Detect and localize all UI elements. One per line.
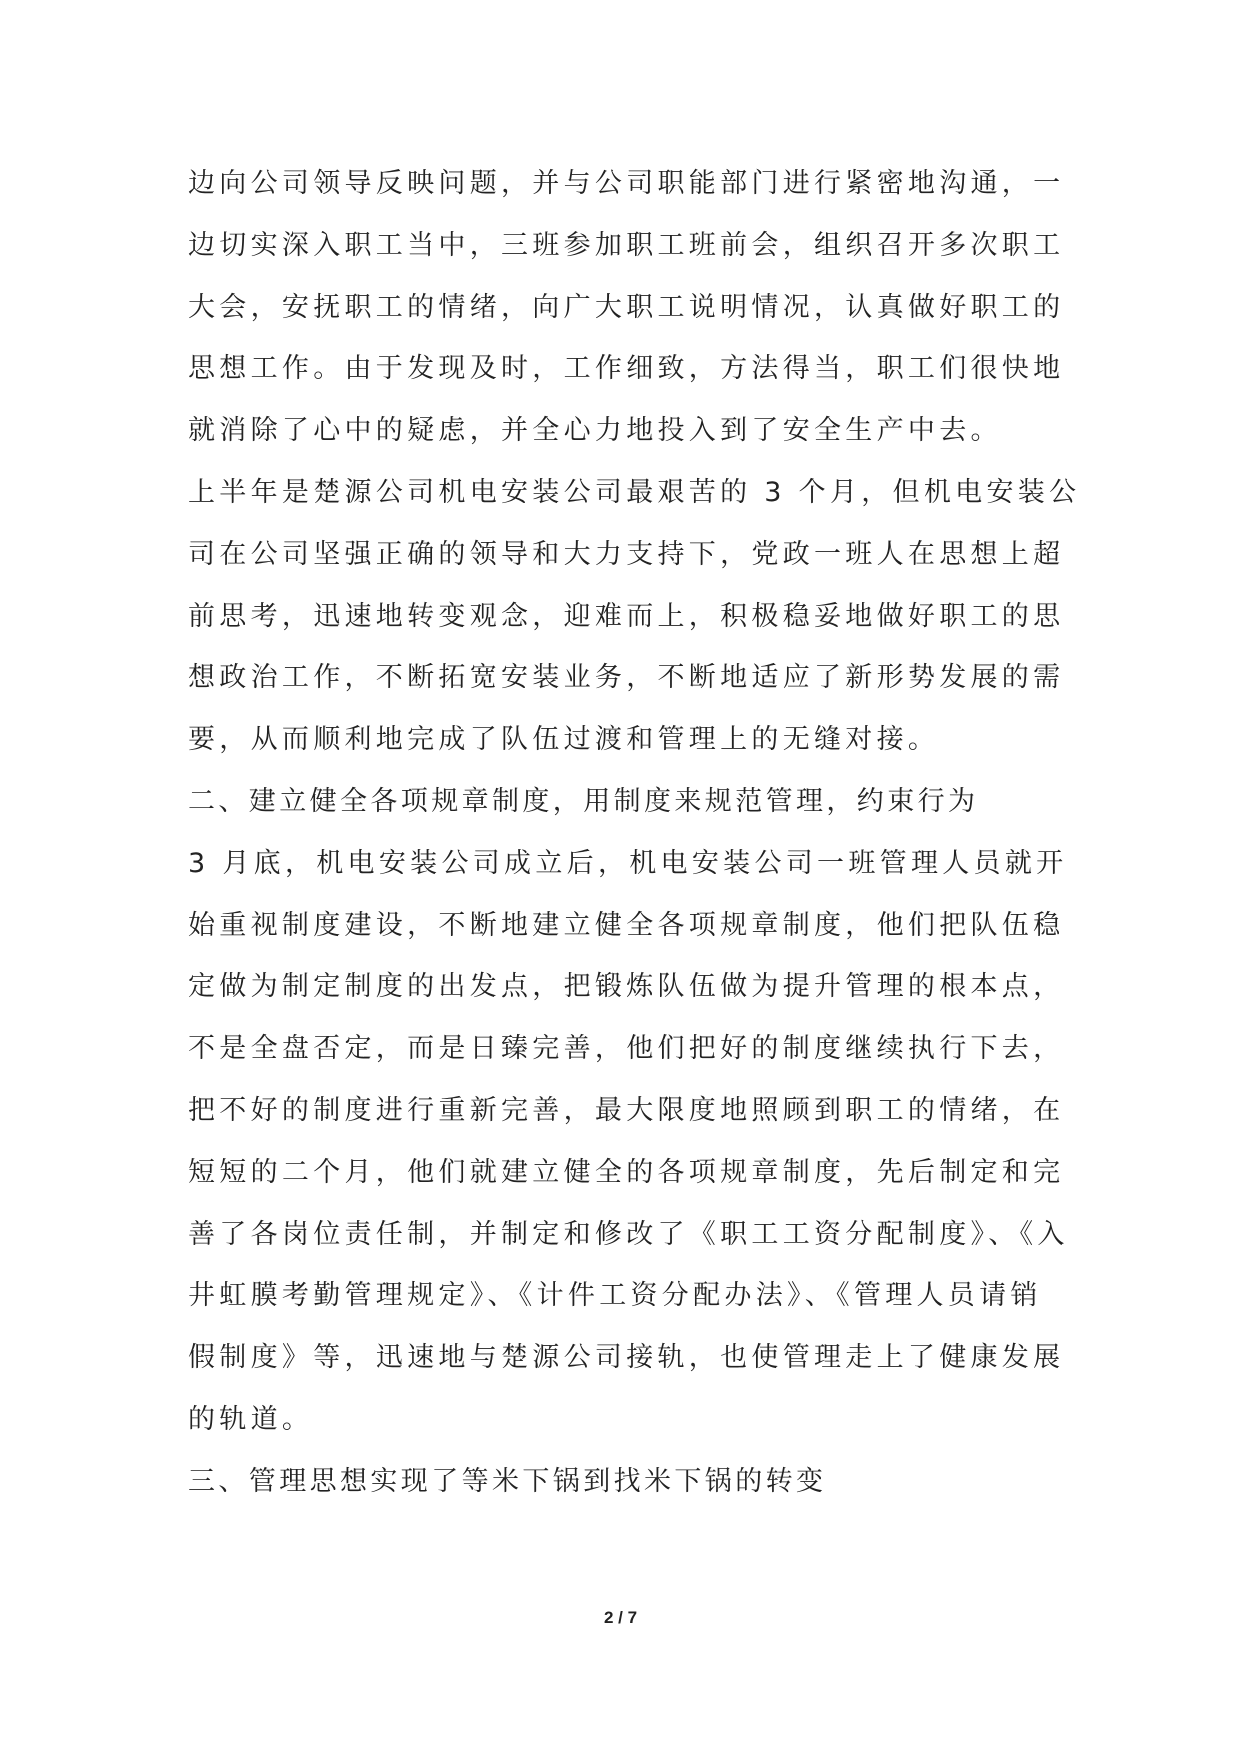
text-line: 边切实深入职工当中，三班参加职工班前会，组织召开多次职工: [188, 229, 1065, 261]
text-line: 边向公司领导反映问题，并与公司职能部门进行紧密地沟通，一: [188, 168, 1065, 199]
text-line: 要，从而顺利地完成了队伍过渡和管理上的无缝对接。: [188, 724, 940, 756]
text-line: 假制度》等，迅速地与楚源公司接轨，也使管理走上了健康发展: [188, 1342, 1065, 1374]
text-line: 井虹膜考勤管理规定》、《计件工资分配办法》、《管理人员请销: [188, 1280, 1042, 1312]
text-line: 短短的二个月，他们就建立健全的各项规章制度，先后制定和完: [188, 1156, 1065, 1188]
text-line: 思想工作。由于发现及时，工作细致，方法得当，职工们很快地: [188, 353, 1065, 385]
text-line: 的轨道。: [188, 1403, 314, 1435]
text-line: 不是全盘否定，而是日臻完善，他们把好的制度继续执行下去，: [188, 1033, 1065, 1065]
text-line: 把不好的制度进行重新完善，最大限度地照顾到职工的情绪，在: [188, 1094, 1065, 1126]
text-line: 3 月底，机电安装公司成立后，机电安装公司一班管理人员就开: [188, 847, 1068, 879]
text-line: 始重视制度建设，不断地建立健全各项规章制度，他们把队伍稳: [188, 909, 1065, 941]
section-heading: 二、建立健全各项规章制度，用制度来规范管理，约束行为: [188, 785, 979, 817]
page-number: 2 / 7: [603, 1608, 638, 1627]
text-line: 定做为制定制度的出发点，把锻炼队伍做为提升管理的根本点，: [188, 971, 1065, 1003]
section-heading: 三、管理思想实现了等米下锅到找米下锅的转变: [188, 1465, 827, 1497]
text-line: 前思考，迅速地转变观念，迎难而上，积极稳妥地做好职工的思: [188, 600, 1065, 632]
text-line: 司在公司坚强正确的领导和大力支持下，党政一班人在思想上超: [188, 538, 1065, 570]
text-line: 大会，安抚职工的情绪，向广大职工说明情况，认真做好职工的: [188, 291, 1065, 323]
body-text: [188, 153, 1081, 1513]
text-line: 想政治工作，不断拓宽安装业务，不断地适应了新形势发展的需: [188, 662, 1065, 694]
text-line: 就消除了心中的疑虑，并全心力地投入到了安全生产中去。: [188, 415, 1002, 447]
text-line: 上半年是楚源公司机电安装公司最艰苦的 3 个月，但机电安装公: [188, 476, 1081, 508]
text-line: 善了各岗位责任制，并制定和修改了《职工工资分配制度》、《入: [188, 1218, 1069, 1250]
